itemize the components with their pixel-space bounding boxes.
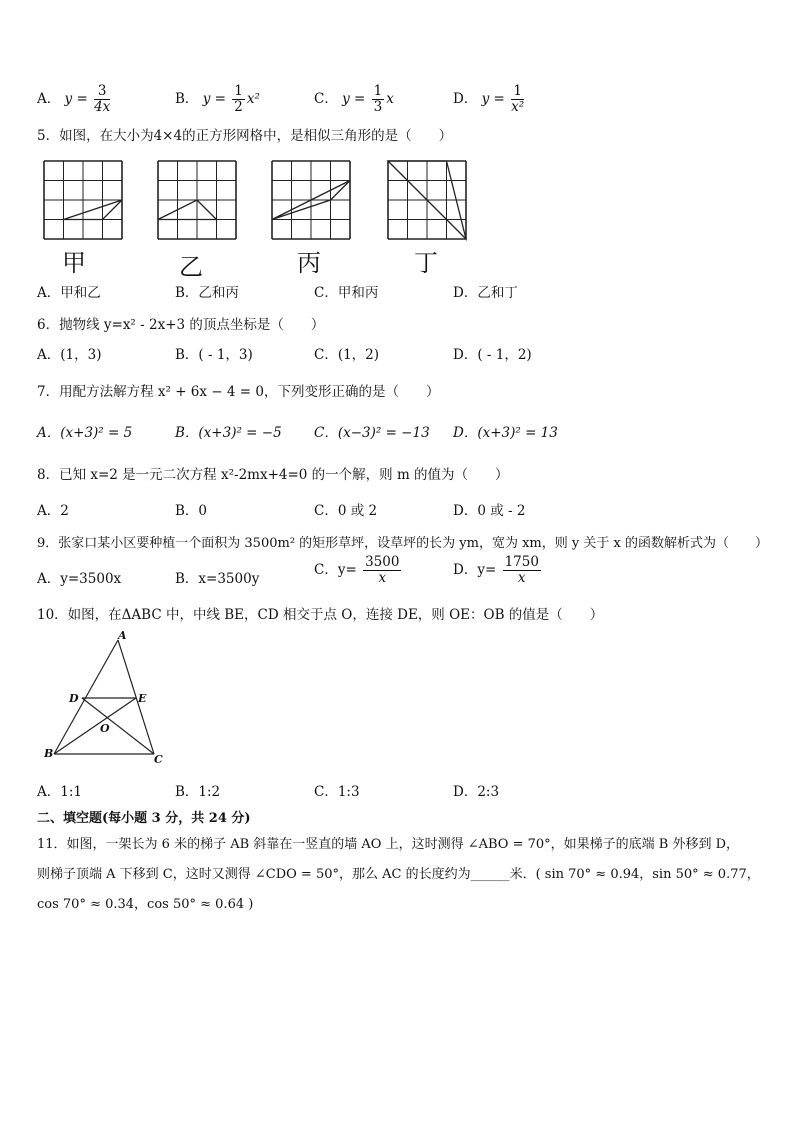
q10-option-c[interactable]: C．1:3 <box>314 784 360 800</box>
q8-option-a[interactable]: A．2 <box>37 503 69 519</box>
q5-stem: 5．如图，在大小为4×4的正方形网格中，是相似三角形的是（ ） <box>37 128 453 144</box>
grid-jia <box>44 161 122 239</box>
point-label-e: E <box>138 692 147 705</box>
q10-option-a[interactable]: A．1:1 <box>37 784 82 800</box>
q10-option-d[interactable]: D．2:3 <box>453 784 500 800</box>
grid-label-bing: 丙 <box>297 249 321 277</box>
q6-option-c[interactable]: C．(1，2) <box>314 347 380 363</box>
q8-stem: 8．已知 x=2 是一元二次方程 x²-2mx+4=0 的一个解，则 m 的值为（ ） <box>37 467 509 483</box>
q8-option-d[interactable]: D．0 或 - 2 <box>453 503 526 519</box>
point-label-c: C <box>154 753 163 766</box>
q6-stem: 6．抛物线 y=x² - 2x+3 的顶点坐标是（ ） <box>37 317 325 333</box>
fraction: $\frac{1}{\text{x²}}$ <box>511 83 525 115</box>
q5-option-a[interactable]: A．甲和乙 <box>37 285 101 301</box>
q11-line-3: cos 70° ≈ 0.34，cos 50° ≈ 0.64 ) <box>37 897 254 912</box>
q6-option-d[interactable]: D．( - 1，2) <box>453 347 532 363</box>
q4-option-a[interactable]: A． y = $\frac{3}{4x}$ <box>37 83 111 115</box>
q10-option-b[interactable]: B．1:2 <box>175 784 221 800</box>
q9-option-b[interactable]: B．x=3500y <box>175 571 260 587</box>
point-label-a: A <box>118 629 127 642</box>
q6-option-b[interactable]: B．( - 1，3) <box>175 347 253 363</box>
fraction: $\frac{3}{4x}$ <box>94 83 111 115</box>
fraction: $\frac{3500}{x}$ <box>365 554 400 586</box>
q9-option-d[interactable]: D．y= $\frac{1750}{x}$ <box>453 554 539 586</box>
point-label-o: O <box>100 722 110 735</box>
fraction: $\frac{1750}{x}$ <box>504 554 539 586</box>
grid-label-jia: 甲 <box>62 249 86 277</box>
grid-label-yi: 乙 <box>179 253 203 281</box>
q9-stem: 9．张家口某小区要种植一个面积为 3500m² 的矩形草坪，设草坪的长为 ym，宽为 xm，则 y 关于 x 的函数解析式为（ ） <box>37 536 768 551</box>
point-label-d: D <box>69 692 79 705</box>
fraction: $\frac{1}{2}$ <box>234 83 243 115</box>
q5-option-c[interactable]: C．甲和丙 <box>314 285 379 301</box>
q9-option-a[interactable]: A．y=3500x <box>37 571 122 587</box>
q8-option-b[interactable]: B．0 <box>175 503 208 519</box>
q11-line-1: 11．如图，一架长为 6 米的梯子 AB 斜靠在一竖直的墙 AO 上，这时测得 ∠ABO = 70°，如果梯子的底端 B 外移到 D， <box>37 837 740 852</box>
q7-stem: 7．用配方法解方程 x² + 6x − 4 = 0，下列变形正确的是（ ） <box>37 384 440 400</box>
grid-label-ding: 丁 <box>414 249 438 277</box>
point-label-b: B <box>44 747 54 760</box>
q8-option-c[interactable]: C．0 或 2 <box>314 503 378 519</box>
triangle-shape <box>64 200 123 220</box>
q7-option-b[interactable]: B．(x+3)² = −5 <box>175 425 282 441</box>
q9-option-c[interactable]: C．y= $\frac{3500}{x}$ <box>314 554 400 586</box>
q10-triangle-figure <box>40 628 175 768</box>
triangle-shape <box>158 200 217 220</box>
q5-option-d[interactable]: D．乙和丁 <box>453 285 518 301</box>
section-fill-in-heading: 二、填空题(每小题 3 分，共 24 分) <box>37 811 251 826</box>
q10-stem: 10．如图，在ΔABC 中，中线 BE，CD 相交于点 O，连接 DE，则 OE：OB 的值是（ ） <box>37 607 604 623</box>
q4-option-b[interactable]: B． y = $\frac{1}{2}$ x² <box>175 83 260 115</box>
q6-option-a[interactable]: A．(1，3) <box>37 347 102 363</box>
q4-option-c[interactable]: C． y = $\frac{1}{3}$ x <box>314 83 394 115</box>
q4-option-d[interactable]: D． y = $\frac{1}{\text{x²}}$ <box>453 83 525 115</box>
q7-option-c[interactable]: C．(x−3)² = −13 <box>314 425 430 441</box>
fraction: $\frac{1}{3}$ <box>373 83 383 115</box>
q7-option-d[interactable]: D．(x+3)² = 13 <box>453 425 558 441</box>
q7-option-a[interactable]: A．(x+3)² = 5 <box>37 425 133 441</box>
q11-line-2: 则梯子顶端 A 下移到 C，这时又测得 ∠CDO = 50°，那么 AC 的长度约为______米．( sin 70° ≈ 0.94，sin 50° ≈ 0.77， <box>37 867 760 882</box>
q5-option-b[interactable]: B．乙和丙 <box>175 285 239 301</box>
